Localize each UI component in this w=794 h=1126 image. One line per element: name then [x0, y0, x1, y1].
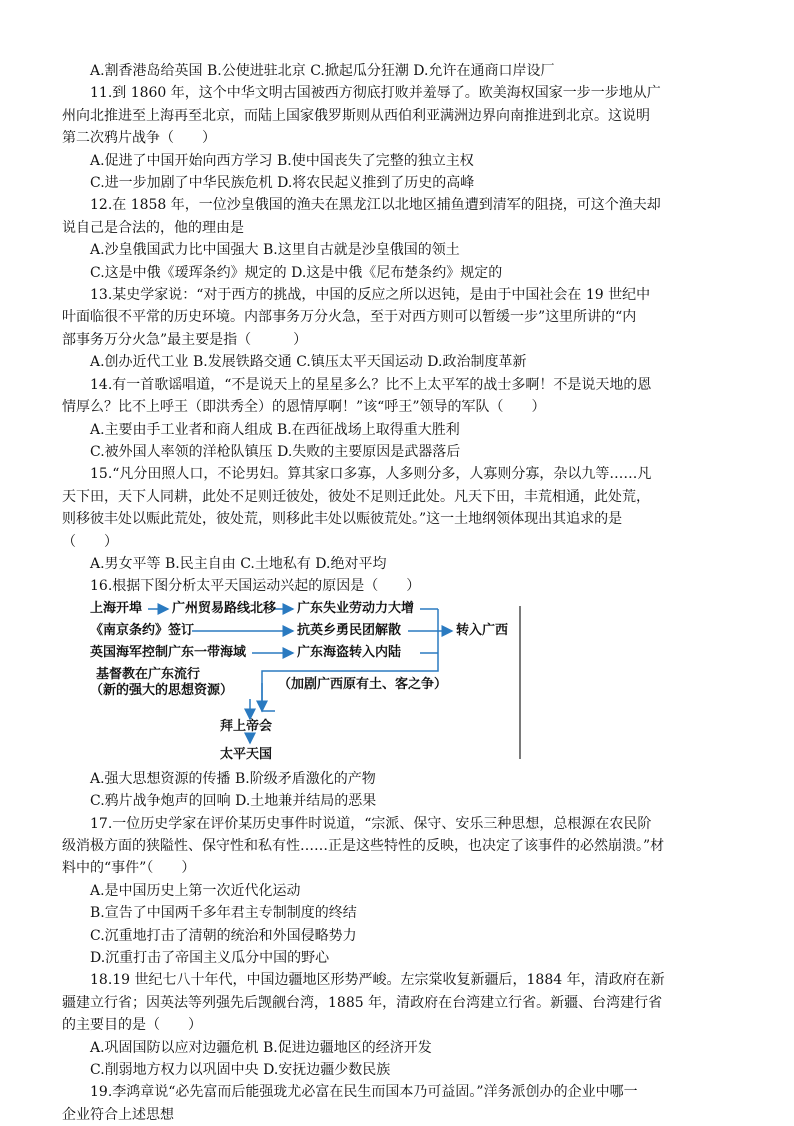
q13-options: A.创办近代工业 B.发展铁路交通 C.镇压太平天国运动 D.政治制度革新	[90, 354, 527, 371]
q12-stem-line: 说自己是合法的，他的理由是	[62, 219, 244, 236]
node-god-worshipping-society: 拜上帝会	[220, 718, 273, 734]
q16-options: C.鸦片战争炮声的回响 D.土地兼并结局的恶果	[90, 793, 377, 810]
q13-stem-line: 叶面临很不平常的历史环境。内部事务万分火急，至于对西方则可以暂缓一步”这里所讲的“内	[62, 309, 637, 326]
node-nanjing-treaty: 《南京条约》签订	[90, 622, 195, 638]
q17-option-b: B.宣告了中国两千多年君主专制制度的终结	[90, 905, 357, 922]
q11-stem-line: 第二次鸦片战争（ ）	[62, 130, 216, 147]
taiping-causes-diagram	[90, 601, 590, 766]
q15-stem-line: 15.“凡分田照人口，不论男妇。算其家口多寡，人多则分多，人寡则分寡，杂以九等……凡	[90, 466, 652, 483]
q11-options: A.促进了中国开始向西方学习 B.使中国丧失了完整的独立主权	[90, 152, 474, 169]
q11-stem-line: 11.到 1860 年，这个中华文明古国被西方彻底打败并羞辱了。欧美海权国家一步一步地从广	[90, 85, 661, 102]
q14-stem-line: 14.有一首歌谣唱道，“不是说天上的星星多么？比不上太平军的战士多啊！不是说天地的恩	[90, 376, 652, 393]
node-conflict-note: （加剧广西原有土、客之争）	[278, 676, 448, 692]
q17-option-a: A.是中国历史上第一次近代化运动	[90, 882, 301, 899]
node-trade-route-north: 广州贸易路线北移	[172, 600, 277, 616]
q19-stem-line: 19.李鸿章说“必先富而后能强珑尤必富在民生而国本乃可益固。”洋务派创办的企业中哪一	[90, 1084, 638, 1101]
q10-options: A.割香港岛给英国 B.公使进驻北京 C.掀起瓜分狂潮 D.允许在通商口岸设厂	[90, 63, 555, 79]
q17-stem-line: 17.一位历史学家在评价某历史事件时说道，“宗派、保守、安乐三种思想，总根源在农民阶	[90, 815, 652, 832]
node-british-navy: 英国海军控制广东一带海域	[90, 644, 247, 660]
q18-options: A.巩固国防以应对边疆危机 B.促进边疆地区的经济开发	[90, 1039, 432, 1056]
q16-options: A.强大思想资源的传播 B.阶级矛盾激化的产物	[90, 770, 376, 787]
q17-stem-line: 料中的“事件”（ ）	[62, 860, 196, 877]
node-christianity-note: （新的强大的思想资源）	[90, 682, 234, 698]
q14-stem-line: 情厚么？比不上呼王（即洪秀全）的恩情厚啊！”该“呼王”领导的军队（ ）	[62, 399, 546, 416]
q11-stem-line: 州向北推进至上海再至北京，而陆上国家俄罗斯则从西伯利亚满洲边界向南推进到北京。这说明	[62, 107, 650, 124]
q15-options: A.男女平等 B.民主自由 C.土地私有 D.绝对平均	[90, 555, 387, 572]
node-to-guangxi: 转入广西	[456, 622, 509, 638]
q12-options: A.沙皇俄国武力比中国强大 B.这里自古就是沙皇俄国的领土	[90, 242, 460, 259]
q14-options: C.被外国人率领的洋枪队镇压 D.失败的主要原因是武器落后	[90, 443, 461, 460]
q12-options: C.这是中俄《瑷珲条约》规定的 D.这是中俄《尼布楚条约》规定的	[90, 264, 503, 281]
q15-stem-line: 天下田，天下人同耕，此处不足则迁彼处，彼处不足则迁此处。凡天下田，丰荒相通，此处荒，	[62, 488, 650, 505]
node-taiping-kingdom: 太平天国	[220, 746, 273, 762]
q15-stem-line: 则移彼丰处以赈此荒处，彼处荒，则移此丰处以赈彼荒处。”这一土地纲领体现出其追求的是	[62, 511, 623, 528]
node-militia-disband: 抗英乡勇民团解散	[297, 622, 402, 638]
q19-stem-line: 企业符合上述思想	[62, 1106, 174, 1123]
q17-option-d: D.沉重打击了帝国主义瓜分中国的野心	[90, 950, 330, 966]
q18-stem-line: 的主要目的是（ ）	[62, 1017, 202, 1034]
q12-stem-line: 12.在 1858 年，一位沙皇俄国的渔夫在黑龙江以北地区捕鱼遭到清军的阻挠，可这个渔夫却	[90, 197, 661, 214]
node-christianity: 基督教在广东流行	[96, 666, 201, 682]
node-unemployment: 广东失业劳动力大增	[297, 600, 415, 616]
node-pirates-inland: 广东海盗转入内陆	[297, 644, 402, 660]
q13-stem-line: 部事务万分火急”最主要是指（ ）	[62, 331, 308, 348]
q18-options: C.削弱地方权力以巩固中央 D.安抚边疆少数民族	[90, 1062, 391, 1079]
q17-option-c: C.沉重地打击了清朝的统治和外国侵略势力	[90, 927, 357, 944]
node-shanghai-opening: 上海开埠	[90, 600, 143, 616]
q15-stem-line: （ ）	[62, 533, 118, 550]
q14-options: A.主要由手工业者和商人组成 B.在西征战场上取得重大胜利	[90, 421, 460, 438]
q18-stem-line: 疆建立行省；因英法等列强先后觊觎台湾，1885 年，清政府在台湾建立行省。新疆、台湾建行省	[62, 994, 663, 1011]
q13-stem-line: 13.某史学家说：“对于西方的挑战，中国的反应之所以迟钝，是由于中国社会在 19 世纪中	[90, 287, 651, 304]
q18-stem-line: 18.19 世纪七八十年代，中国边疆地区形势严峻。左宗棠收复新疆后，1884 年，清政府在新	[90, 972, 665, 989]
exam-page	[62, 60, 734, 1126]
q16-stem-line: 16.根据下图分析太平天国运动兴起的原因是（ ）	[90, 578, 421, 595]
q17-stem-line: 级消极方面的狭隘性、保守性和私有性……正是这些特性的反映，也决定了该事件的必然崩溃。”材	[62, 837, 665, 854]
q11-options: C.进一步加剧了中华民族危机 D.将农民起义推到了历史的高峰	[90, 175, 475, 192]
